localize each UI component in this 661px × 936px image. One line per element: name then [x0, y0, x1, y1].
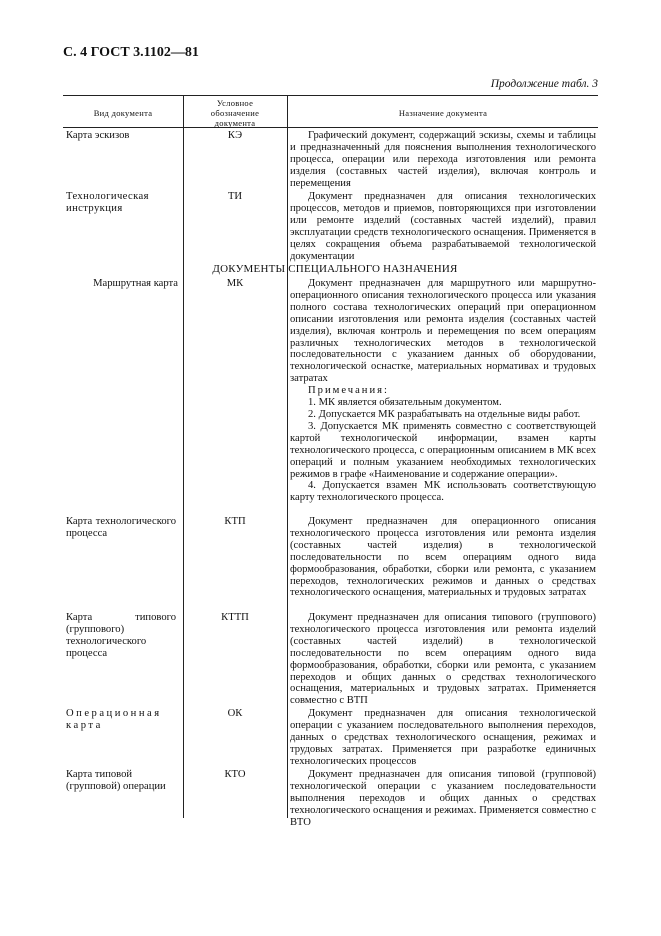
- page-header: С. 4 ГОСТ 3.1102—81: [63, 45, 199, 60]
- column-header-purpose: Назначение документа: [398, 108, 488, 118]
- row-name: Карта типового (группового) технологического процесса: [66, 612, 176, 659]
- table-header-rule: [63, 127, 598, 128]
- row-purpose: Документ предназначен для описания типового (группового) технологического процесса изготовления или ремонта изделий (составных частей изделий) в технологической последовательности по всем операциям одного вида формообразования, обработки, сборки или ремонта, с указанием переходов и общих данных о средствах технологического оснащения, материальных и трудовых затратах. Применяется совместно с ВТП: [290, 612, 596, 707]
- row-code: КТО: [224, 769, 246, 780]
- column-divider-2: [287, 95, 288, 818]
- row-code: КТП: [224, 516, 246, 527]
- column-header-type: Вид документа: [93, 108, 153, 118]
- row-purpose: Документ предназначен для описания технологических процессов, методов и приемов, повторяющихся при изготовлении или ремонте изделий (составных частей изделий), правил эксплуатации средств технологического оснащения. Применяется в целях сокращения объема разрабатываемой технологической документации: [290, 191, 596, 262]
- row-purpose: Документ предназначен для описания типовой (групповой) технологической операции с указанием последовательности выполнения переходов и общих данных о средствах технологического оснащения и режимах. Применяется совместно с ВТО: [290, 769, 596, 828]
- row-name: Карта типовой (групповой) операции: [66, 769, 166, 792]
- section-title: ДОКУМЕНТЫ СПЕЦИАЛЬНОГО НАЗНАЧЕНИЯ: [212, 263, 458, 275]
- row-purpose: Документ предназначен для описания технологической операции с указанием последовательного выполнения переходов, данных о средствах технологического оснащения, режимах и трудовых затратах. Применяется при разработке единичных технологических процессов: [290, 708, 596, 767]
- row-name: Карта эскизов: [66, 130, 130, 141]
- row-name: Технологическая инструкция: [66, 191, 149, 214]
- row-purpose: Графический документ, содержащий эскизы, схемы и таблицы и предназначенный для пояснения выполнения технологического процесса, операции или перехода изготовления или ремонта изделия (составных частей изделия), включая контроль и перемещения: [290, 130, 596, 189]
- note-item: 1. МК является обязательным документом.: [308, 397, 502, 409]
- note-item: 2. Допускается МК разрабатывать на отдельные виды работ.: [308, 408, 581, 420]
- table-top-rule: [63, 95, 598, 96]
- row-name: Маршрутная карта: [93, 278, 178, 289]
- note-item: 3. Допускается МК применять совместно с соответствующей картой технологической информации, взамен карты технологического процесса, с операционным описанием в МК всех операций и полным указанием необходимых технологических режимов в графе «Наименование и содержание операции».: [290, 420, 596, 480]
- row-code: КТТП: [221, 612, 249, 623]
- row-code: КЭ: [227, 130, 243, 141]
- row-name: Операционная карта: [66, 708, 162, 731]
- row-code: МК: [226, 278, 244, 289]
- row-code: ОК: [227, 708, 243, 719]
- column-divider-1: [183, 95, 184, 818]
- column-header-code: Условное обозначение документа: [210, 98, 260, 128]
- row-code: ТИ: [227, 191, 243, 202]
- note-item: 4. Допускается взамен МК использовать соответствующую карту технологического процесса.: [290, 480, 596, 504]
- table-continuation-label: Продолжение табл. 3: [490, 78, 598, 90]
- row-name: Карта технологического процесса: [66, 516, 176, 539]
- row-purpose: Документ предназначен для операционного описания технологического процесса изготовления или ремонта изделия (составных частей изделия) в технологической последовательности по всем операциям одного вида формообразования, обработки, сборки или ремонта, с указанием переходов, технологических режимов и данных о средствах технологического оснащения, материальных и трудовых затратах: [290, 516, 596, 599]
- notes-title: Примечания:: [308, 385, 389, 397]
- row-purpose: Документ предназначен для маршрутного или маршрутно-операционного описания технологического процесса или указания полного состава технологических операций при операционном описании изготовления или ремонта изделия (составных частей изделия), включая контроль и перемещения по всем операциям различных технологических методов в технологической последовательности с указанием данных об оборудовании, технологической оснастке, материальных нормативах и трудовых затратах Примечания: 1. МК является обязательным документом. 2. Допускается МК разрабатывать на отдельные виды работ. 3. Допускается МК применять совместно с соответствующей картой технологической информации, взамен карты технологического процесса, с операционным описанием в МК всех операций и полным указанием необходимых технологических режимов в графе «Наименование и содержание операции». 4. Допускается взамен МК использовать соответствующую карту технологического процесса.: [290, 278, 596, 504]
